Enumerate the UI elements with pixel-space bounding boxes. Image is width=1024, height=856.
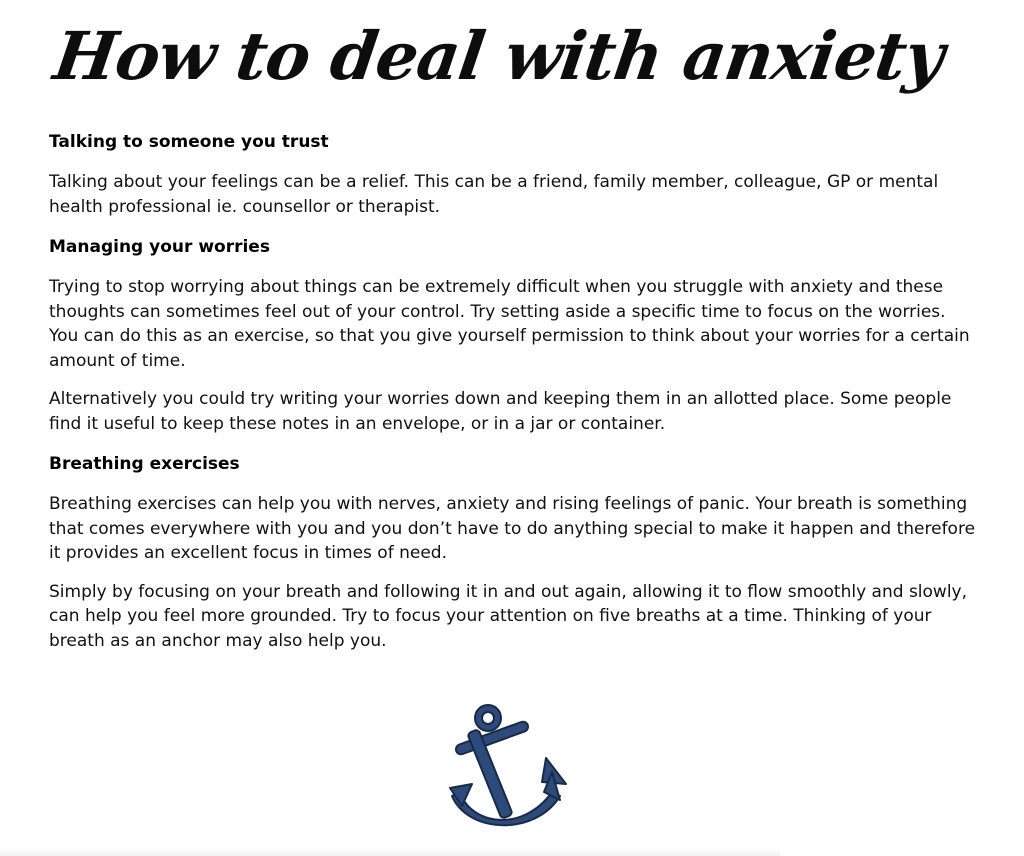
section-paragraph: Trying to stop worrying about things can be extremely difficult when you struggle with anxiety and these thoughts can sometimes feel out of your control. Try setting aside a specific time to focus on the worries. You can do this as an exercise, so that you give yourself permission to think about your worries for a certain amount of time. [49, 277, 970, 371]
section-heading: Breathing exercises [49, 454, 240, 474]
section-paragraph: Alternatively you could try writing your worries down and keeping them in an allotted place. Some people find it useful to keep these notes in an envelope, or in a jar or container. [49, 389, 952, 434]
section-heading: Talking to someone you trust [49, 132, 329, 152]
page-bottom-edge [0, 848, 780, 856]
section-paragraph: Talking about your feelings can be a relief. This can be a friend, family member, colleague, GP or mental health professional ie. counsellor or therapist. [49, 172, 939, 217]
page-title: How to deal with anxiety [49, 17, 949, 95]
section-breathing [49, 450, 979, 653]
section-talking [49, 128, 979, 219]
anchor-illustration [448, 700, 572, 832]
article-body [49, 128, 979, 667]
section-heading: Managing your worries [49, 237, 270, 257]
section-worries [49, 233, 979, 436]
section-paragraph: Simply by focusing on your breath and following it in and out again, allowing it to flow smoothly and slowly, can help you feel more grounded. Try to focus your attention on five breaths at a time. Thinking of your breath as an anchor may also help you. [49, 581, 968, 651]
section-paragraph: Breathing exercises can help you with nerves, anxiety and rising feelings of panic. Your breath is something that comes everywhere with you and you don’t have to do anything special to make it happen and therefore it provides an excellent focus in times of need. [49, 494, 976, 563]
anchor-icon [448, 700, 572, 832]
